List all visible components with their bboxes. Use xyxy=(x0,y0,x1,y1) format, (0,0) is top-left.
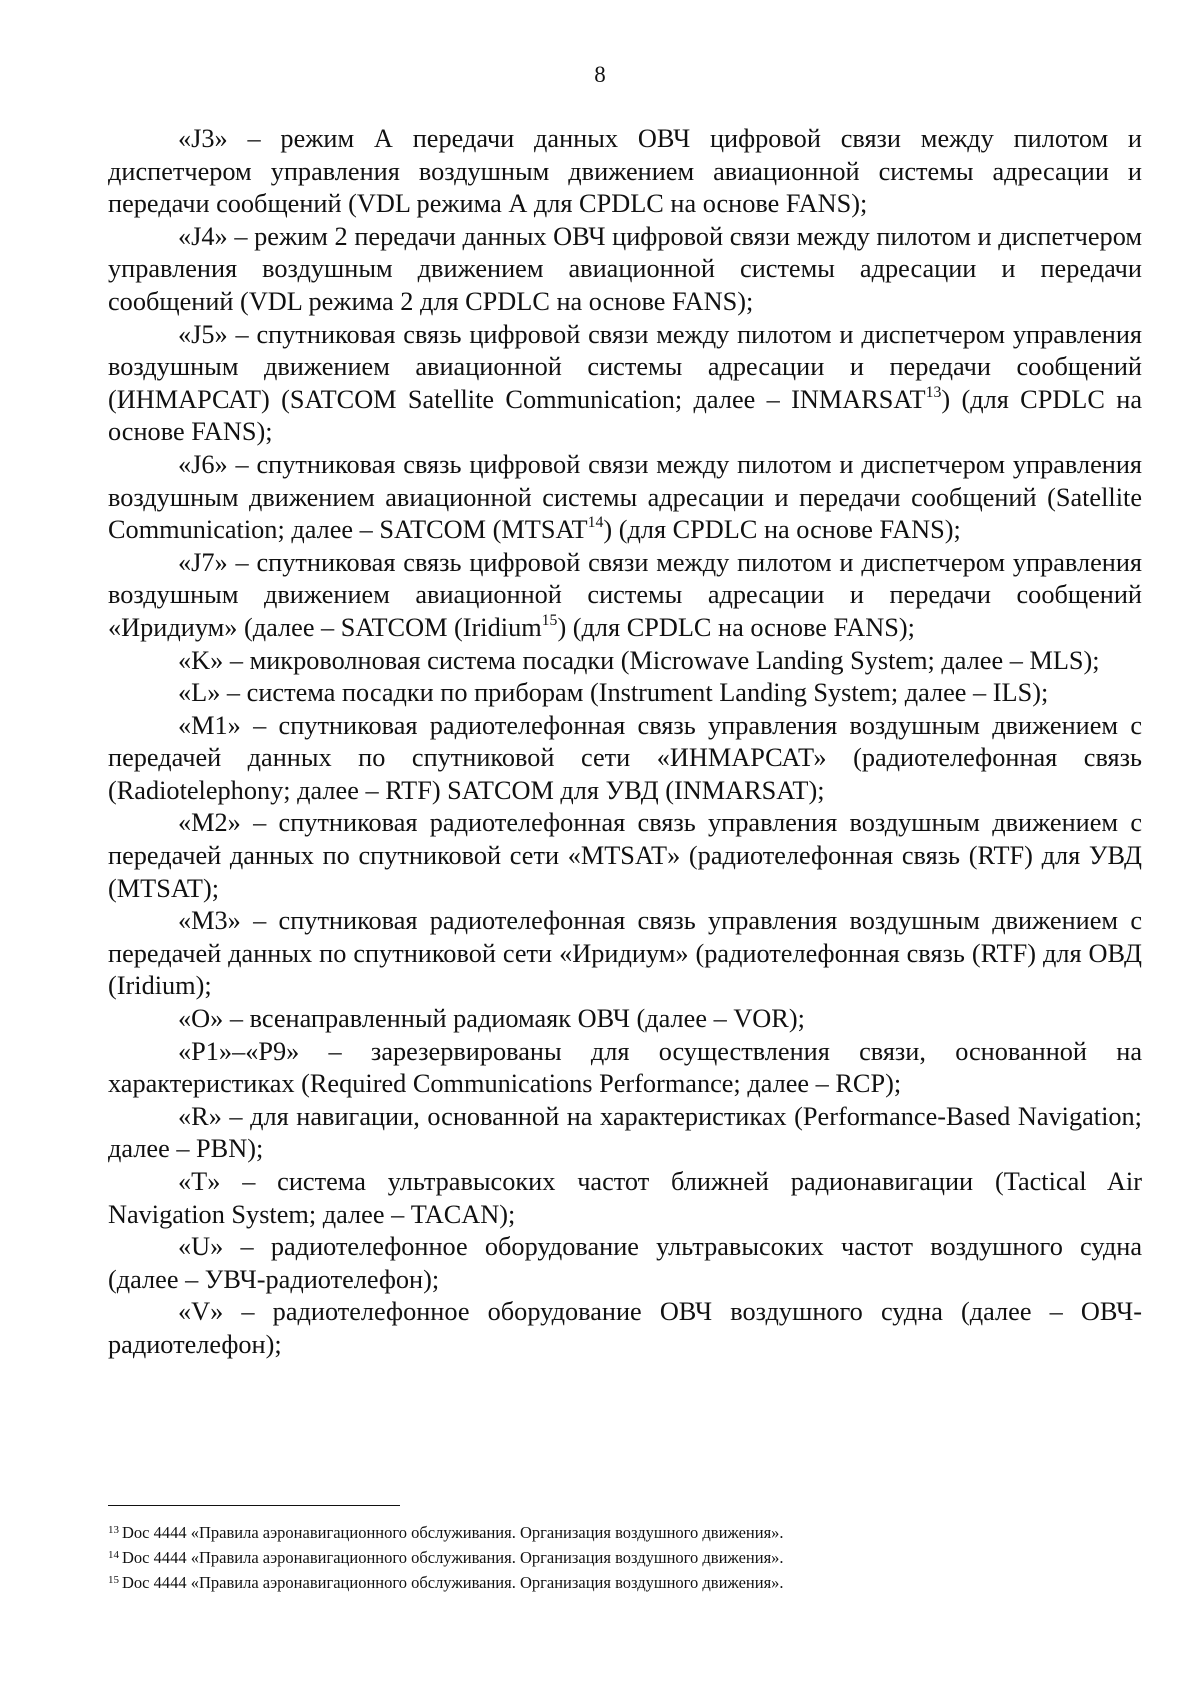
paragraph-j6 xyxy=(108,449,1142,547)
paragraph-text: «P1»–«P9» – зарезервированы для осуществления связи, основанной на характеристиках (Required Communications Performance; далее – RCP); xyxy=(108,1036,1142,1099)
paragraph-l xyxy=(108,677,1142,710)
paragraph-j7 xyxy=(108,547,1142,645)
footnote-mark: 13 xyxy=(108,1524,119,1536)
paragraph-text: «M1» – спутниковая радиотелефонная связь управления воздушным движением с передачей данных по спутниковой сети «ИНМАРСАТ» (радиотелефонная связь (Radiotelephony; далее – RTF) SATCOM для УВД (INMARSAT); xyxy=(108,710,1142,805)
paragraph-text: ) (для CPDLC на основе FANS); xyxy=(108,384,1143,447)
paragraph-text: «L» – система посадки по приборам (Instrument Landing System; далее – ILS); xyxy=(178,678,1049,708)
paragraph-t xyxy=(108,1166,1142,1231)
paragraph-text: ) (для CPDLC на основе FANS); xyxy=(603,515,961,545)
paragraph-p1-p9 xyxy=(108,1036,1142,1101)
paragraph-text: «J4» – режим 2 передачи данных ОВЧ цифровой связи между пилотом и диспетчером управления воздушным движением авиационной системы адресации и передачи сообщений (VDL режима 2 для CPDLC на основе FANS); xyxy=(108,221,1142,316)
paragraph-text: «J3» – режим А передачи данных ОВЧ цифровой связи между пилотом и диспетчером управления воздушным движением авиационной системы адресации и передачи сообщений (VDL режима А для CPDLC на основе FANS); xyxy=(108,124,1142,219)
paragraph-text: «J6» – спутниковая связь цифровой связи между пилотом и диспетчером управления воздушным движением авиационной системы адресации и передачи сообщений (Satellite Communication; далее – SATCOM (MTSAT xyxy=(108,449,1142,545)
paragraph-m1 xyxy=(108,710,1142,808)
paragraph-text: «V» – радиотелефонное оборудование ОВЧ воздушного судна (далее – ОВЧ-радиотелефон); xyxy=(108,1297,1142,1359)
footnote-15 xyxy=(108,1569,1142,1594)
paragraph-k xyxy=(108,645,1142,678)
paragraph-text: «M2» – спутниковая радиотелефонная связь управления воздушным движением с передачей данных по спутниковой сети «MTSAT» (радиотелефонная связь (RTF) для УВД (MTSAT); xyxy=(108,808,1142,903)
footnote-text: Doc 4444 «Правила аэронавигационного обслуживания. Организация воздушного движения». xyxy=(122,1523,784,1542)
paragraph-r xyxy=(108,1101,1142,1166)
footnote-14 xyxy=(108,1544,1142,1569)
footnote-text: Doc 4444 «Правила аэронавигационного обслуживания. Организация воздушного движения». xyxy=(122,1573,784,1593)
paragraph-text: «K» – микроволновая система посадки (Microwave Landing System; далее – MLS); xyxy=(178,645,1100,675)
paragraph-m2 xyxy=(108,807,1142,905)
footnote-mark: 14 xyxy=(108,1549,119,1562)
paragraph-text: «R» – для навигации, основанной на характеристиках (Performance-Based Navigation; далее – PBN); xyxy=(108,1101,1142,1164)
paragraph-v xyxy=(108,1296,1142,1361)
paragraph-text: «O» – всенаправленный радиомаяк ОВЧ (далее – VOR); xyxy=(178,1004,805,1034)
paragraph-text: «T» – система ультравысоких частот ближней радионавигации (Tactical Air Navigation System; далее – TACAN); xyxy=(108,1167,1142,1229)
paragraph-text: «J5» – спутниковая связь цифровой связи между пилотом и диспетчером управления воздушным движением авиационной системы адресации и передачи сообщений (ИНМАРСАТ) (SATCOM Satellite Communication; далее – INMARSAT xyxy=(108,319,1142,414)
paragraph-text: «U» – радиотелефонное оборудование ультравысоких частот воздушного судна (далее – УВЧ-радиотелефон); xyxy=(108,1232,1142,1294)
paragraph-text: «J7» – спутниковая связь цифровой связи между пилотом и диспетчером управления воздушным движением авиационной системы адресации и передачи сообщений «Иридиум» (далее – SATCOM (Iridium xyxy=(108,547,1142,642)
body-text xyxy=(108,123,1142,1362)
paragraph-text: «M3» – спутниковая радиотелефонная связь управления воздушным движением с передачей данных по спутниковой сети «Иридиум» (радиотелефонная связь (RTF) для ОВД (Iridium); xyxy=(108,906,1142,1001)
paragraph-j4 xyxy=(108,221,1142,319)
footnote-13 xyxy=(108,1519,1142,1544)
footnote-text: Doc 4444 «Правила аэронавигационного обслуживания. Организация воздушного движения». xyxy=(122,1548,784,1568)
footnotes xyxy=(108,1519,1142,1595)
paragraph-u xyxy=(108,1231,1142,1296)
paragraph-m3 xyxy=(108,905,1142,1003)
footnote-mark: 15 xyxy=(108,1574,119,1587)
footnote-separator xyxy=(108,1505,400,1506)
page-number: 8 xyxy=(594,62,606,87)
paragraph-text: ) (для CPDLC на основе FANS); xyxy=(557,612,915,642)
footnote-reference: 14 xyxy=(587,514,604,532)
paragraph-j5 xyxy=(108,319,1142,449)
paragraph-o xyxy=(108,1003,1142,1036)
footnote-reference: 15 xyxy=(541,611,558,629)
paragraph-j3 xyxy=(108,123,1142,221)
footnote-reference: 13 xyxy=(925,383,942,401)
